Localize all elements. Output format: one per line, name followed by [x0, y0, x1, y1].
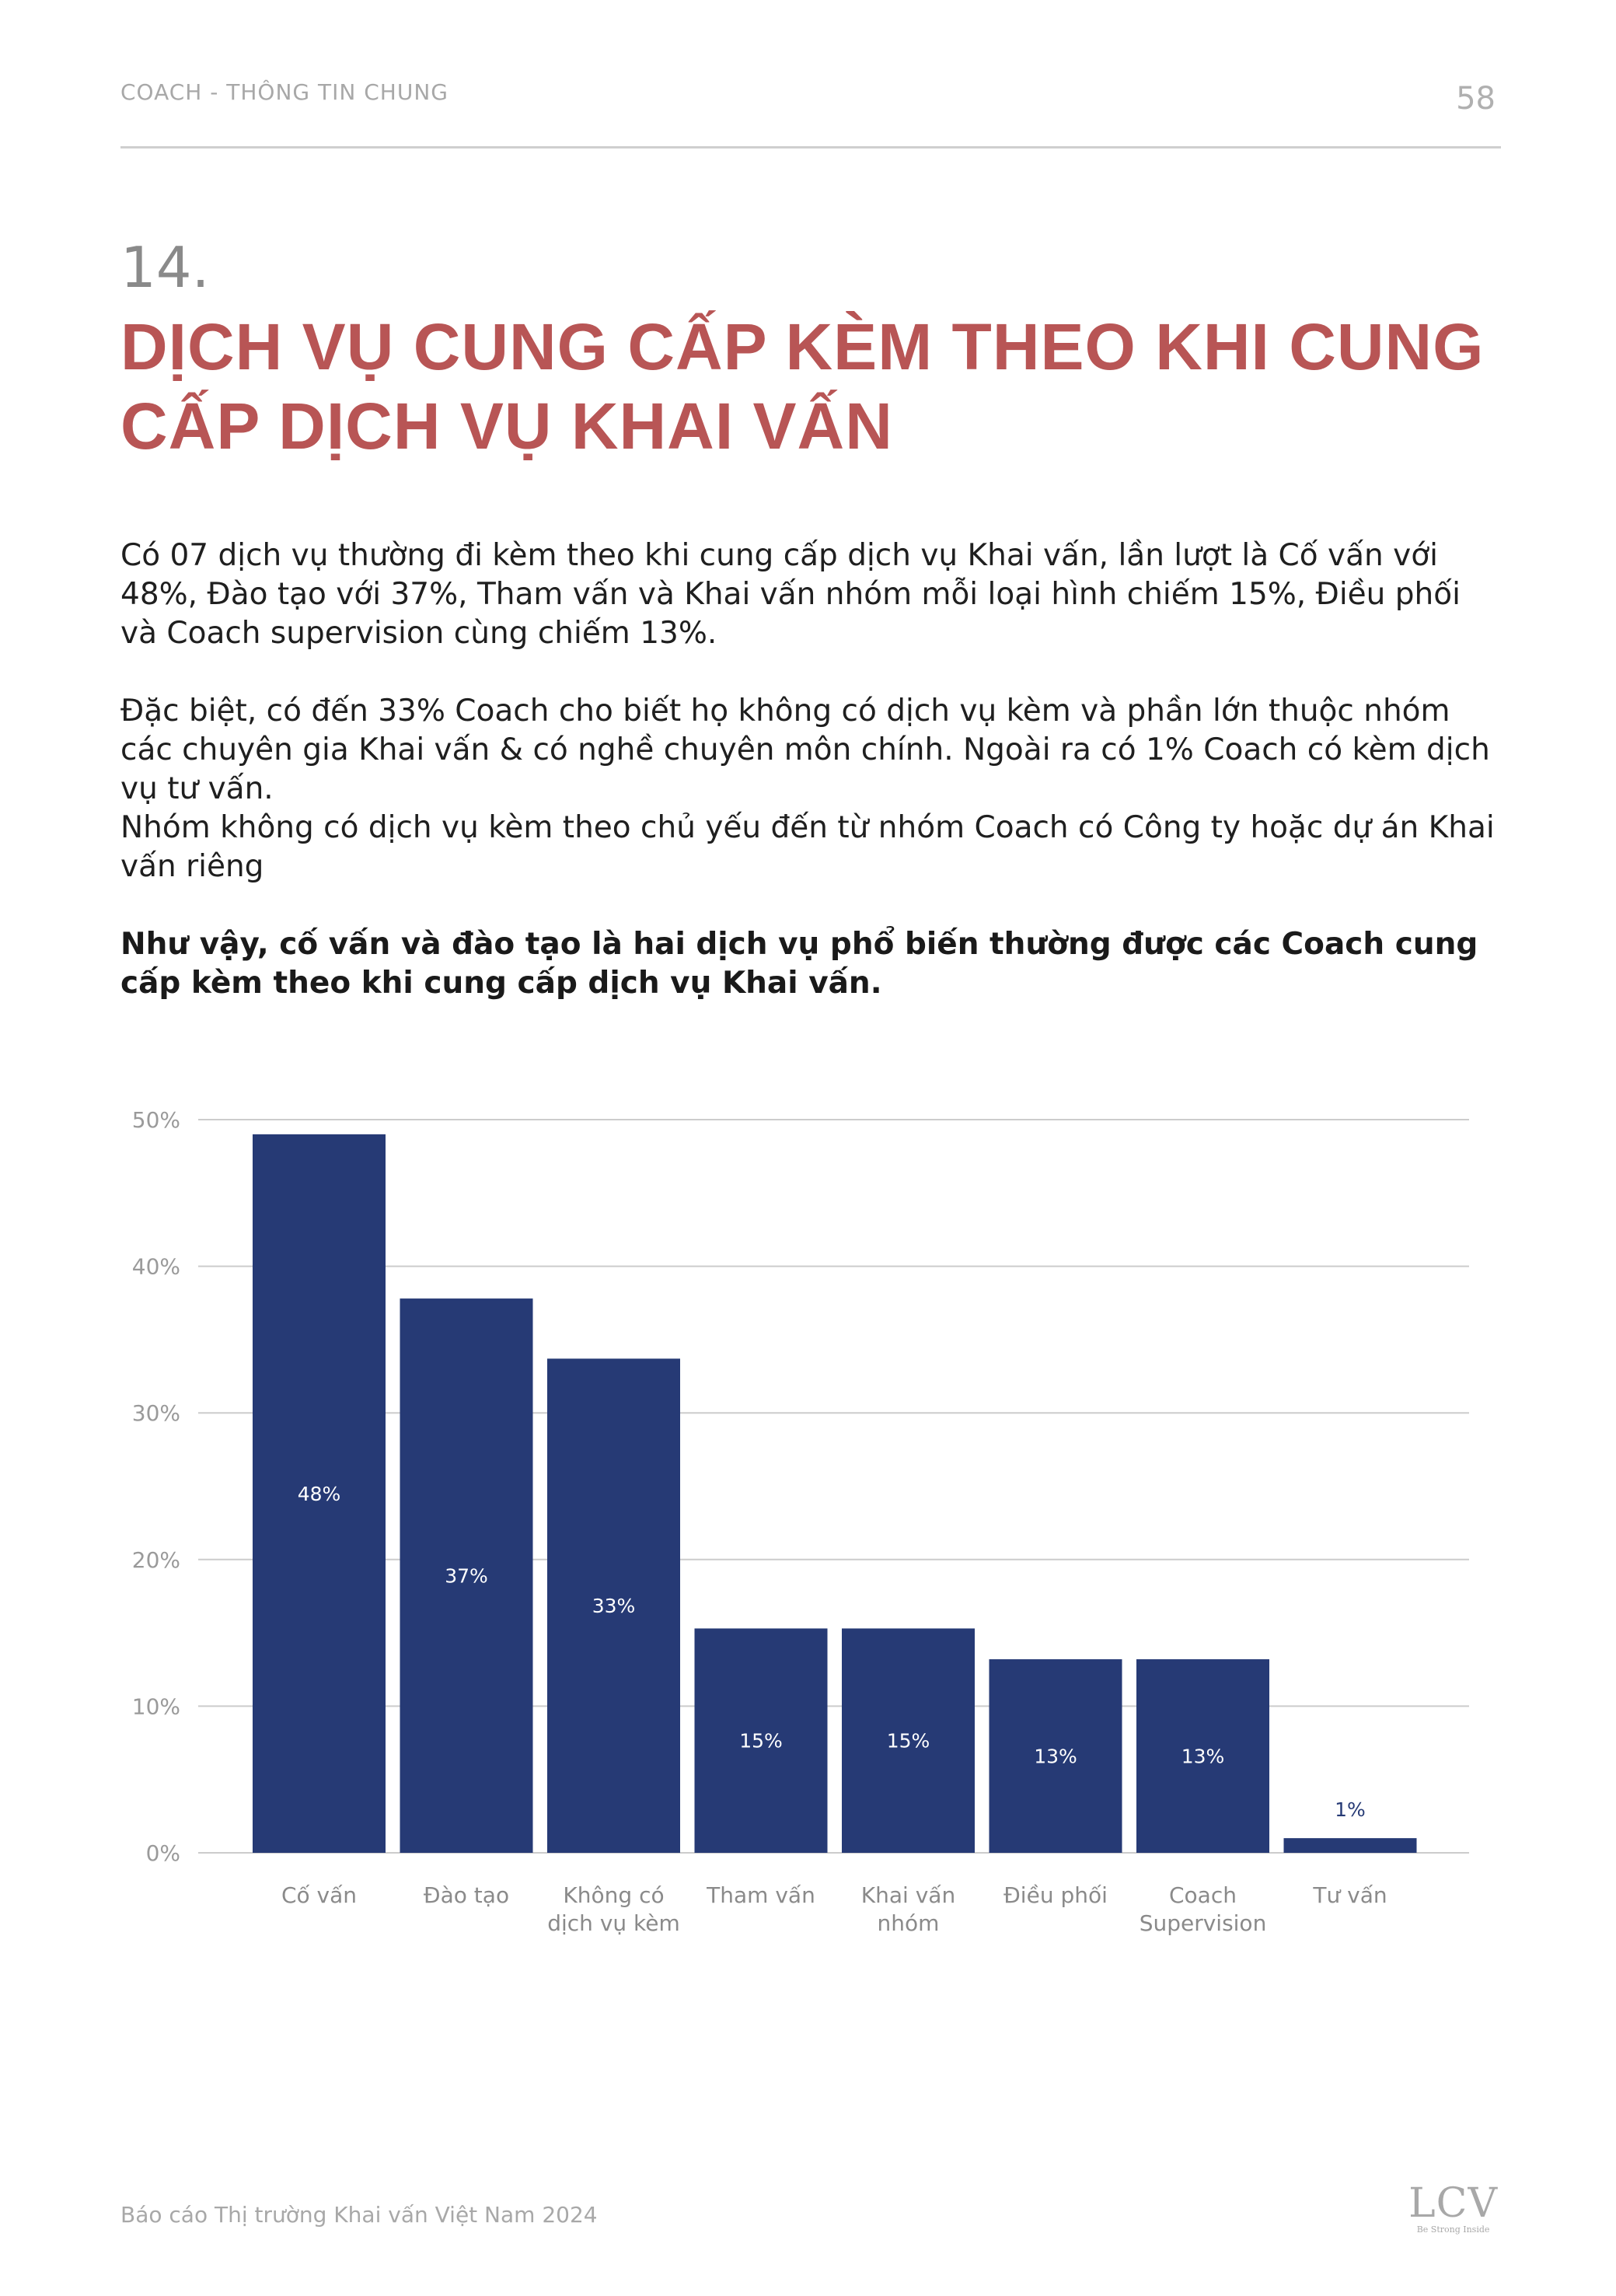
data-label: 48% [297, 1482, 341, 1505]
y-tick-label: 40% [131, 1253, 180, 1280]
x-category-label: Supervision [1139, 1910, 1267, 1936]
y-tick-label: 10% [131, 1693, 180, 1720]
x-category-label: dịch vụ kèm [547, 1910, 680, 1936]
x-category-label: Cố vấn [281, 1882, 358, 1908]
x-category-label: Khai vấn [860, 1882, 956, 1908]
running-header: COACH - THÔNG TIN CHUNG [120, 79, 449, 105]
x-category-label: Coach [1169, 1882, 1237, 1908]
x-category-label: nhóm [877, 1910, 940, 1936]
data-label: 13% [1181, 1745, 1225, 1768]
header-divider [120, 146, 1501, 149]
conclusion-paragraph: Như vậy, cố vấn và đào tạo là hai dịch vụ phổ biến thường được các Coach cung cấp kèm theo khi cung cấp dịch vụ Khai vấn. [120, 927, 1478, 1001]
y-tick-label: 20% [131, 1546, 180, 1573]
y-tick-label: 50% [131, 1107, 180, 1133]
body-paragraph-1: Có 07 dịch vụ thường đi kèm theo khi cung cấp dịch vụ Khai vấn, lần lượt là Cố vấn với 48%, Đào tạo với 37%, Tham vấn và Khai vấn nhóm mỗi loại hình chiếm 15%, Điều phối và Coach supervision cùng chiếm 13%. [120, 538, 1461, 651]
bar [1284, 1838, 1417, 1853]
page-number: 58 [1456, 81, 1496, 117]
data-label: 13% [1034, 1745, 1077, 1768]
data-label: 37% [445, 1564, 488, 1588]
bar-chart [117, 1089, 1485, 1967]
footer-report-title: Báo cáo Thị trường Khai vấn Việt Nam 2024 [120, 2202, 598, 2228]
lcv-logo [1408, 2180, 1498, 2235]
data-label: 1% [1335, 1798, 1366, 1822]
x-category-label: Tư vấn [1313, 1882, 1387, 1908]
section-title: DỊCH VỤ CUNG CẤP KÈM THEO KHI CUNG CẤP DỊCH VỤ KHAI VẤN [120, 310, 1485, 463]
body-paragraph-3: Nhóm không có dịch vụ kèm theo chủ yếu đến từ nhóm Coach có Công ty hoặc dự án Khai vấn riêng [120, 810, 1495, 884]
x-category-label: Điều phối [1003, 1882, 1108, 1908]
x-category-label: Không có [563, 1882, 665, 1908]
data-label: 15% [739, 1729, 783, 1753]
body-paragraph-2: Đặc biệt, có đến 33% Coach cho biết họ không có dịch vụ kèm và phần lớn thuộc nhóm các chuyên gia Khai vấn & có nghề chuyên môn chính. Ngoài ra có 1% Coach có kèm dịch vụ tư vấn. [120, 694, 1490, 806]
data-label: 15% [886, 1729, 930, 1753]
data-label: 33% [592, 1595, 636, 1618]
y-tick-label: 0% [145, 1840, 180, 1866]
x-category-label: Đào tạo [423, 1882, 510, 1908]
logo-wordmark: LCV [1408, 2180, 1498, 2227]
section-number: 14. [120, 235, 210, 300]
x-category-label: Tham vấn [707, 1882, 815, 1908]
logo-tagline: Be Strong Inside [1416, 2224, 1490, 2235]
y-tick-label: 30% [131, 1400, 180, 1427]
